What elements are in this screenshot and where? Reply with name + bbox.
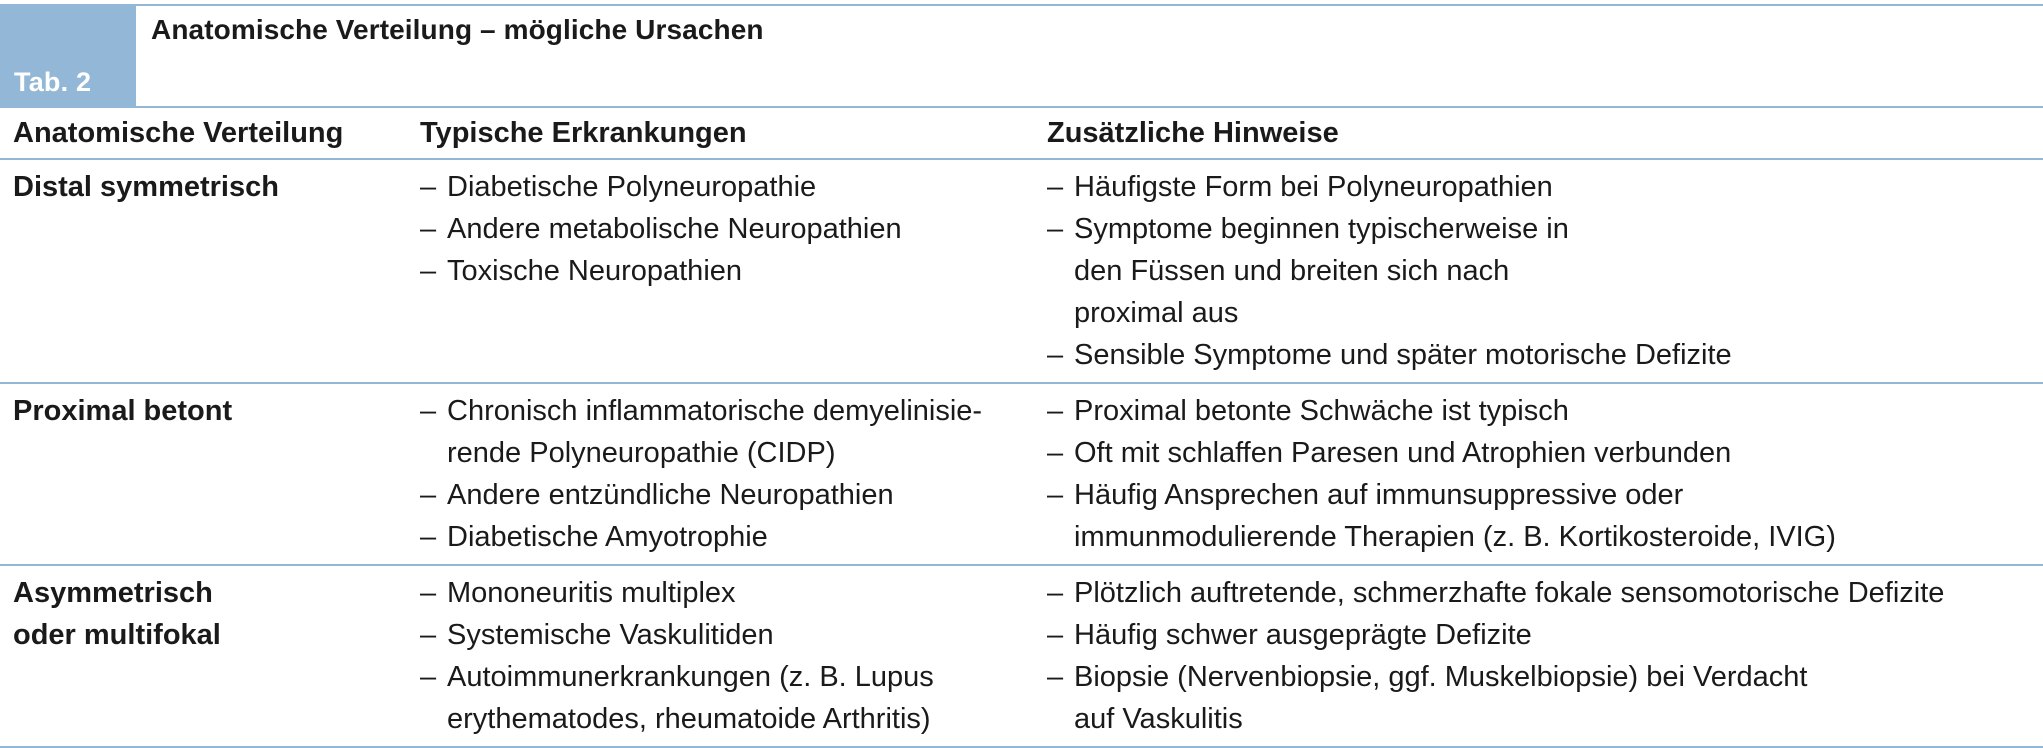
- table-number-box: [0, 4, 136, 106]
- dash-marker: –: [420, 577, 437, 609]
- table-title: Anatomische Verteilung – mögliche Ursachen: [151, 14, 764, 45]
- disease-text: Diabetische Amyotrophie: [447, 521, 768, 553]
- dash-marker: –: [420, 479, 437, 511]
- category-line: Proximal betont: [13, 395, 233, 427]
- dash-marker: –: [420, 171, 437, 203]
- row-notes: [1047, 565, 2043, 747]
- dash-marker: –: [1047, 395, 1064, 427]
- note-text: Plötzlich auftretende, schmerzhafte fokale sensomotorische Defizite: [1074, 577, 1945, 609]
- dash-marker: –: [420, 213, 437, 245]
- disease-item: [420, 614, 1047, 656]
- dash-marker: –: [1047, 619, 1064, 651]
- category-line: Asymmetrisch: [13, 577, 213, 609]
- table-row: [0, 565, 2043, 747]
- note-text: Häufig schwer ausgeprägte Defizite: [1074, 619, 1532, 651]
- dash-marker: –: [1047, 437, 1064, 469]
- row-diseases: [420, 565, 1047, 747]
- dash-marker: –: [1047, 171, 1064, 203]
- note-text: Oft mit schlaffen Paresen und Atrophien verbunden: [1074, 437, 1732, 469]
- disease-text: Andere entzündliche Neuropathien: [447, 479, 894, 511]
- disease-item: [420, 166, 1047, 208]
- disease-text: Andere metabolische Neuropathien: [447, 213, 902, 245]
- disease-item: [420, 390, 1047, 474]
- disease-text: Toxische Neuropathien: [447, 255, 743, 287]
- note-text: Symptome beginnen typischerweise in den Füssen und breiten sich nach proximal aus: [1074, 213, 1569, 329]
- disease-text: Systemische Vaskulitiden: [447, 619, 774, 651]
- disease-text: Chronisch inflammatorische demyelinisie-rende Polyneuropathie (CIDP): [447, 395, 983, 469]
- table-header: [0, 4, 2043, 106]
- table-number: Tab. 2: [14, 67, 92, 97]
- table-row: [0, 383, 2043, 565]
- column-header-notes: Zusätzliche Hinweise: [1047, 108, 2043, 159]
- dash-marker: –: [1047, 339, 1064, 371]
- data-table: [0, 108, 2043, 748]
- note-text: Häufigste Form bei Polyneuropathien: [1074, 171, 1553, 203]
- disease-text: Diabetische Polyneuropathie: [447, 171, 817, 203]
- top-rule: [136, 4, 2043, 6]
- disease-text: Autoimmunerkrankungen (z. B. Lupus erythematodes, rheumatoide Arthritis): [447, 661, 934, 735]
- dash-marker: –: [420, 255, 437, 287]
- note-text: Proximal betonte Schwäche ist typisch: [1074, 395, 1569, 427]
- dash-marker: –: [420, 661, 437, 693]
- disease-item: [420, 572, 1047, 614]
- disease-item: [420, 474, 1047, 516]
- column-header-diseases: Typische Erkrankungen: [420, 108, 1047, 159]
- column-header-row: [0, 108, 2043, 159]
- dash-marker: –: [420, 395, 437, 427]
- disease-text: Mononeuritis multiplex: [447, 577, 736, 609]
- disease-item: [420, 656, 1047, 740]
- row-notes: [1047, 159, 2043, 383]
- dash-marker: –: [420, 619, 437, 651]
- note-item: [1047, 166, 2043, 208]
- disease-item: [420, 208, 1047, 250]
- note-text: Biopsie (Nervenbiopsie, ggf. Muskelbiopsie) bei Verdacht auf Vaskulitis: [1074, 661, 1808, 735]
- note-text: Häufig Ansprechen auf immunsuppressive oder immunmodulierende Therapien (z. B. Kortikosteroide, IVIG): [1074, 479, 1836, 553]
- note-item: [1047, 390, 2043, 432]
- category-line: Distal symmetrisch: [13, 171, 279, 203]
- row-category: [0, 565, 420, 747]
- note-item: [1047, 614, 2043, 656]
- dash-marker: –: [1047, 213, 1064, 245]
- dash-marker: –: [1047, 661, 1064, 693]
- column-header-distribution: Anatomische Verteilung: [0, 108, 420, 159]
- disease-item: [420, 516, 1047, 558]
- note-text: Sensible Symptome und später motorische Defizite: [1074, 339, 1732, 371]
- note-item: [1047, 334, 2043, 376]
- dash-marker: –: [1047, 479, 1064, 511]
- table-row: [0, 159, 2043, 383]
- row-diseases: [420, 383, 1047, 565]
- disease-item: [420, 250, 1047, 292]
- row-category: [0, 159, 420, 383]
- note-item: [1047, 474, 2043, 558]
- row-notes: [1047, 383, 2043, 565]
- dash-marker: –: [1047, 577, 1064, 609]
- note-item: [1047, 432, 2043, 474]
- row-category: [0, 383, 420, 565]
- note-item: [1047, 656, 2043, 740]
- category-line: oder multifokal: [13, 619, 221, 651]
- note-item: [1047, 572, 2043, 614]
- note-item: [1047, 208, 2043, 334]
- dash-marker: –: [420, 521, 437, 553]
- row-diseases: [420, 159, 1047, 383]
